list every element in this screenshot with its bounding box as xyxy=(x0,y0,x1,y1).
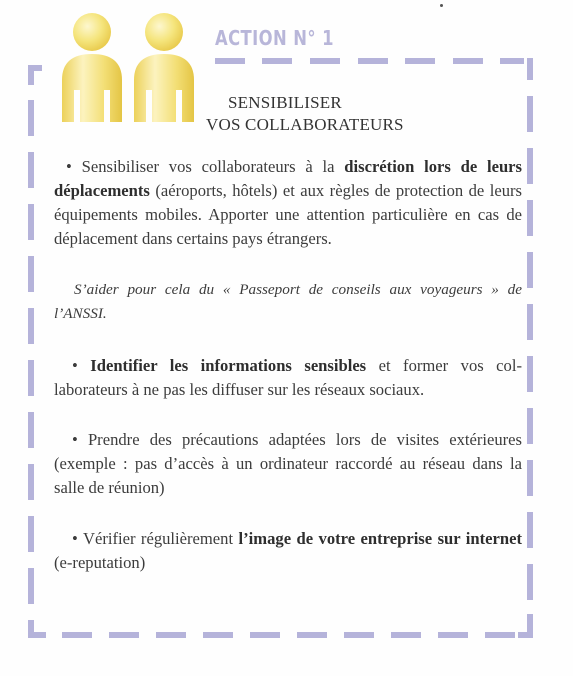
frame-dash xyxy=(310,58,340,64)
bullet: • xyxy=(72,529,83,548)
text: Prendre des précautions adaptées lors de visites extérieures (exemple : pas d’accès à un ordinateur raccordé au réseau dans la salle de réunion) xyxy=(54,430,522,497)
frame-corner xyxy=(527,58,533,80)
frame-corner xyxy=(28,632,46,638)
bold-text: l’image de votre entreprise sur internet xyxy=(238,529,522,548)
bullet: • xyxy=(66,157,82,176)
subtitle-line-1: SENSIBILISER xyxy=(228,93,342,112)
frame-dash xyxy=(527,252,533,288)
frame-dash xyxy=(28,516,34,552)
text: Vérifier régulièrement xyxy=(82,529,239,548)
frame-dash xyxy=(250,632,280,638)
frame-dash xyxy=(28,100,34,136)
text: (e-reputation) xyxy=(54,553,146,572)
frame-dash xyxy=(28,360,34,396)
frame-dash xyxy=(28,464,34,500)
frame-dash xyxy=(527,460,533,496)
text: Sensibiliser vos collaborateurs à la xyxy=(81,157,345,176)
bullet: • xyxy=(72,356,91,375)
frame-dash xyxy=(28,308,34,344)
person-right-icon xyxy=(134,13,194,122)
frame-corner xyxy=(518,632,533,638)
frame-dash xyxy=(527,564,533,600)
frame-dash xyxy=(527,512,533,548)
text: et former vos collaborateurs à ne pas les diffuser sur les réseaux sociaux. xyxy=(54,356,522,399)
paragraph-anssi-passport: S’aider pour cela du « Passeport de conseils aux voyageurs » de l’ANSSI. xyxy=(54,281,522,322)
bold-text: discrétion lors de leurs déplacements xyxy=(54,157,523,200)
frame-dash xyxy=(28,152,34,188)
frame-dash xyxy=(527,200,533,236)
section-subtitle xyxy=(206,92,404,136)
frame-corner xyxy=(28,65,34,85)
frame-dash xyxy=(203,632,233,638)
paragraph-sensitive-info xyxy=(54,354,522,402)
frame-dash xyxy=(485,632,515,638)
frame-dash xyxy=(405,58,435,64)
frame-dash xyxy=(527,304,533,340)
frame-dash xyxy=(438,632,468,638)
frame-dash xyxy=(527,148,533,184)
frame-dash xyxy=(527,356,533,392)
frame-dash xyxy=(28,412,34,448)
frame-dash xyxy=(28,204,34,240)
frame-dash xyxy=(500,58,524,64)
frame-dash xyxy=(215,58,245,64)
frame-dash xyxy=(28,568,34,604)
frame-dash xyxy=(344,632,374,638)
frame-dash xyxy=(358,58,388,64)
paragraph-travel-discretion xyxy=(54,155,522,251)
speck-dot xyxy=(440,4,443,7)
frame-dash xyxy=(62,632,92,638)
bullet: • xyxy=(72,430,88,449)
person-left-icon xyxy=(62,13,122,122)
frame-dash xyxy=(527,96,533,132)
text: (aéroports, hôtels) et aux règles de protection de leurs équipements mobiles. Apporter une attention particulière en cas de déplacement dans certains pays étrangers. xyxy=(54,181,522,248)
frame-dash xyxy=(156,632,186,638)
bold-text: Identifier les informations sensibles xyxy=(90,356,367,375)
frame-dash xyxy=(391,632,421,638)
frame-dash xyxy=(262,58,292,64)
subtitle-line-2: VOS COLLABORATEURS xyxy=(206,115,404,134)
frame-dash xyxy=(527,408,533,444)
content-body xyxy=(54,155,522,575)
frame-dash xyxy=(109,632,139,638)
frame-dash xyxy=(28,256,34,292)
frame-dash xyxy=(453,58,483,64)
two-people-icon xyxy=(54,10,204,122)
paragraph-e-reputation xyxy=(54,527,522,575)
action-title: ACTION N° 1 xyxy=(215,26,334,50)
frame-dash xyxy=(297,632,327,638)
paragraph-visit-precautions xyxy=(54,428,522,500)
